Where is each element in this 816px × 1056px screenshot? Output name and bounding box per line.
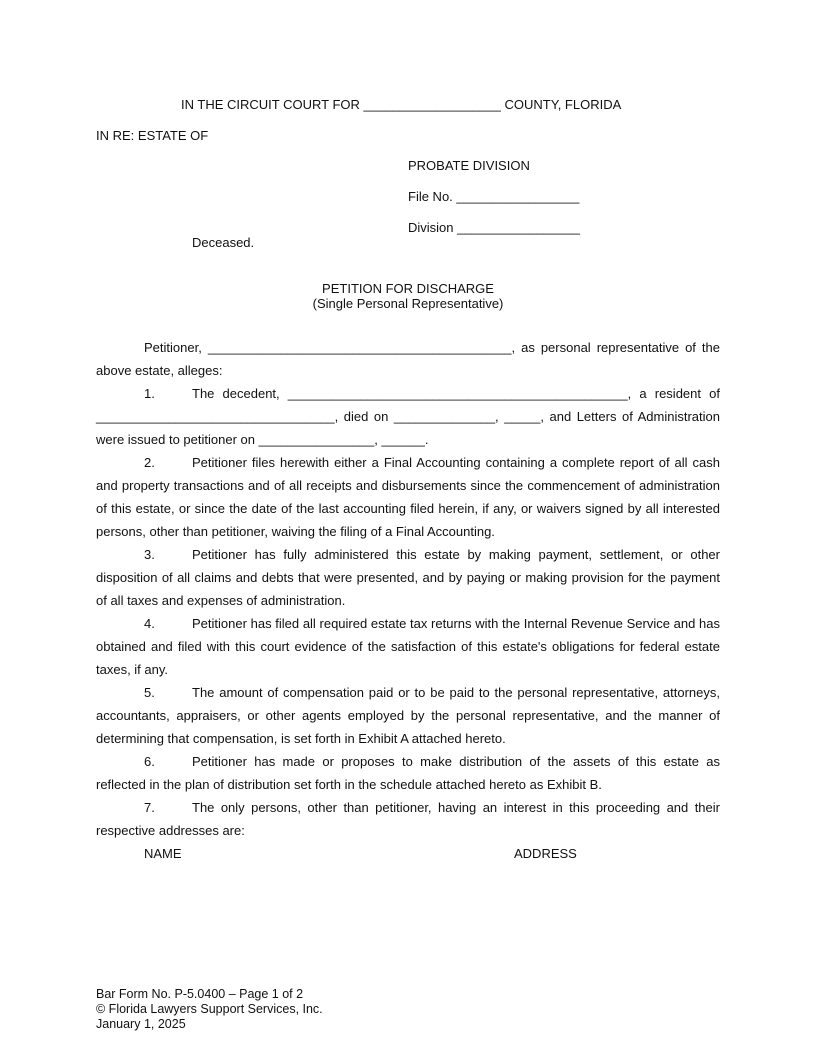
numbered-paragraph — [96, 451, 720, 543]
address-column-label: ADDRESS — [514, 846, 577, 861]
numbered-paragraph — [96, 681, 720, 750]
paragraph-text: Petitioner files herewith either a Final Accounting containing a complete report of all cash and property transactions and of all receipts and disbursements since the commencement of administration of this estate, or since the date of the last accounting filed herein, if any, or waivers signed by all interested persons, other than petitioner, waiving the filing of a Final Accounting. — [96, 455, 720, 539]
document-subtitle: (Single Personal Representative) — [312, 296, 504, 311]
paragraph-number: 4. — [144, 616, 155, 631]
petition-body — [96, 336, 720, 865]
paragraph-text: The decedent, _______________________________________________, a resident of _________________________________, died on ______________, _____, and Letters of Administration were issued to petitioner on ________________, ______. — [96, 386, 720, 447]
paragraph-number: 7. — [144, 800, 155, 815]
court-caption: IN THE CIRCUIT COURT FOR ___________________ COUNTY, FLORIDA — [181, 97, 622, 112]
intro-paragraph: Petitioner, __________________________________________, as personal representative of the above estate, alleges: — [96, 340, 720, 378]
paragraph-number: 6. — [144, 754, 155, 769]
paragraph-text: Petitioner has made or proposes to make distribution of the assets of this estate as reflected in the plan of distribution set forth in the schedule attached hereto as Exhibit B. — [96, 754, 720, 792]
paragraph-number: 5. — [144, 685, 155, 700]
numbered-paragraph — [96, 382, 720, 451]
form-number: Bar Form No. P-5.0400 – Page 1 of 2 — [96, 987, 304, 1001]
file-number-field: File No. _________________ — [408, 189, 580, 204]
numbered-paragraph — [96, 543, 720, 612]
name-column-label: NAME — [144, 846, 182, 861]
form-date: January 1, 2025 — [96, 1017, 186, 1031]
paragraph-number: 1. — [144, 386, 155, 401]
paragraph-text: The only persons, other than petitioner, having an interest in this proceeding and their respective addresses are: — [96, 800, 720, 838]
numbered-paragraph — [96, 612, 720, 681]
paragraph-text: Petitioner has fully administered this estate by making payment, settlement, or other disposition of all claims and debts that were presented, and by paying or making provision for the payment of all taxes and expenses of administration. — [96, 547, 720, 608]
probate-division-label: PROBATE DIVISION — [408, 158, 530, 173]
interested-persons-header — [96, 842, 720, 865]
paragraph-text: Petitioner has filed all required estate tax returns with the Internal Revenue Service and has obtained and filed with this court evidence of the satisfaction of this estate's obligations for federal estate taxes, if any. — [96, 616, 720, 677]
numbered-paragraph — [96, 796, 720, 842]
paragraph-number: 2. — [144, 455, 155, 470]
paragraph-text: The amount of compensation paid or to be paid to the personal representative, attorneys, accountants, appraisers, or other agents employed by the personal representative, and the manner of determining that compensation, is set forth in Exhibit A attached hereto. — [96, 685, 720, 746]
division-field: Division _________________ — [408, 220, 581, 235]
estate-caption: IN RE: ESTATE OF — [96, 128, 209, 143]
copyright-notice: © Florida Lawyers Support Services, Inc. — [96, 1002, 323, 1016]
numbered-paragraph — [96, 750, 720, 796]
deceased-label: Deceased. — [192, 235, 255, 250]
form-footer — [96, 987, 323, 1032]
document-title: PETITION FOR DISCHARGE — [322, 281, 494, 296]
paragraph-number: 3. — [144, 547, 155, 562]
